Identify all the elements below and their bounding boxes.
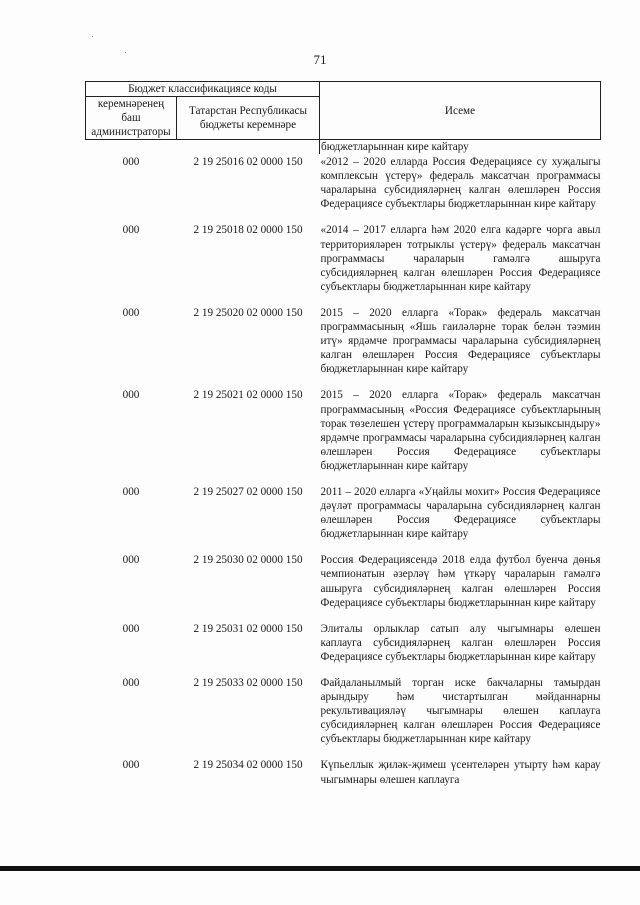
revenue-code: 2 19 25031 02 0000 150 [193,622,303,635]
admin-code: 000 [122,224,140,237]
admin-code: 000 [122,677,140,689]
table-row-continuation [86,140,601,155]
table-row [86,305,601,387]
budget-classification-table [85,81,601,798]
table-row [86,484,601,552]
table-row [86,757,601,797]
revenue-name: Файдаланылмый торган иске бакчаларны тамырдан арындыру һәм чистартылган мәйданнарны рекультивацияләү чыгымнары өлешен каплауга субсидияләрнең калган өлешләрен Россия Федерациясе субъектлары бюджетларыннан кире кайтару [320,677,601,746]
admin-code: 000 [122,306,140,319]
revenue-code: 2 19 25020 02 0000 150 [193,306,303,319]
scan-edge-band [0,866,640,871]
revenue-name: 2015 – 2020 елларга «Торак» федераль максатчан программасының «Яшь гаиләләрне торак белән тәэмин итү» ярдәмче программасы чараларына субсидияләрнең калган өлешләрен Россия Федерациясе субъектлары бюджетларыннан кире кайтару [320,306,601,376]
header-revenue-code: Татарстан Республикасы бюджеты керемнәре [177,97,320,140]
admin-code: 000 [122,759,140,772]
revenue-code: 2 19 25027 02 0000 150 [193,485,303,498]
revenue-code: 2 19 25016 02 0000 150 [193,156,303,169]
scan-speck [92,36,93,37]
table-row [86,222,601,304]
revenue-name: Күпьеллык җиләк-җимеш үсентеләрен утырту һәм карау чыгымнары өлешен каплауга [320,759,601,786]
revenue-code: 2 19 25033 02 0000 150 [193,677,303,689]
admin-code: 000 [122,622,140,635]
revenue-code: 2 19 25018 02 0000 150 [193,224,303,237]
table-row [86,552,601,620]
table-row [86,387,601,484]
header-chief-administrator: керемнәренең баш администраторы [86,97,177,140]
revenue-name: Элиталы орлыклар сатып алу чыгымнары өлешен каплауга субсидияләрнең калган өлешләрен Россия Федерациясе субъектлары бюджетларыннан кире кайтару [320,622,601,663]
revenue-name: «2014 – 2017 елларга һәм 2020 елга кадәрге чорга авыл территорияләрен тотрыклы үстерү» федераль максатчан программасы чараларын гамәлгә ашыруга субсидияләрнең калган өлешләрен Россия Федерациясе субъектлары бюджетларыннан кире кайтару [320,224,601,293]
revenue-code: 2 19 25021 02 0000 150 [193,389,303,402]
admin-code: 000 [122,389,140,402]
revenue-code: 2 19 25030 02 0000 150 [193,554,303,567]
admin-code: 000 [122,485,140,498]
revenue-name: 2011 – 2020 елларга «Уңайлы мохит» Россия Федерациясе дәүләт программасы чараларына субсидияләрнең калган өлешләрен Россия Федерациясе субъектлары бюджетларыннан кире кайтару [320,485,601,541]
page-number: 71 [313,52,327,67]
revenue-name: 2015 – 2020 елларга «Торак» федераль максатчан программасының «Россия Федерациясе субъектларының торак төзелешен үстерү программаларын кызыксындыру» ярдәмче программасы чараларына субсидияләрнең калган өлешләрен Россия Федерациясе субъектлары бюджетларыннан кире кайтару [320,389,601,472]
revenue-name: Россия Федерациясендә 2018 елда футбол буенча дөнья чемпионатын әзерләү һәм үткәрү чараларын гамәлгә ашыруга субсидияләрнең калган өлешләрен Россия Федерациясе субъектлары бюджетларыннан кире кайтару [320,554,601,609]
revenue-name: «2012 – 2020 елларда Россия Федерациясе су хуҗалыгы комплексын үстерү» федераль максатчан программасы чараларына субсидияләрнең калган өлешләрен Россия Федерациясе субъектлары бюджетларыннан кире кайтару [320,156,601,211]
header-budget-classification-code: Бюджет классификациясе коды [86,82,320,97]
header-name: Исеме [320,82,601,140]
table-row [86,154,601,222]
table-row [86,621,601,675]
admin-code: 000 [122,156,140,169]
table-row [86,675,601,757]
revenue-code: 2 19 25034 02 0000 150 [193,759,303,772]
continuation-text: бюджетларыннан кире кайтару [320,140,601,155]
admin-code: 000 [122,554,140,567]
scan-speck [125,52,126,53]
